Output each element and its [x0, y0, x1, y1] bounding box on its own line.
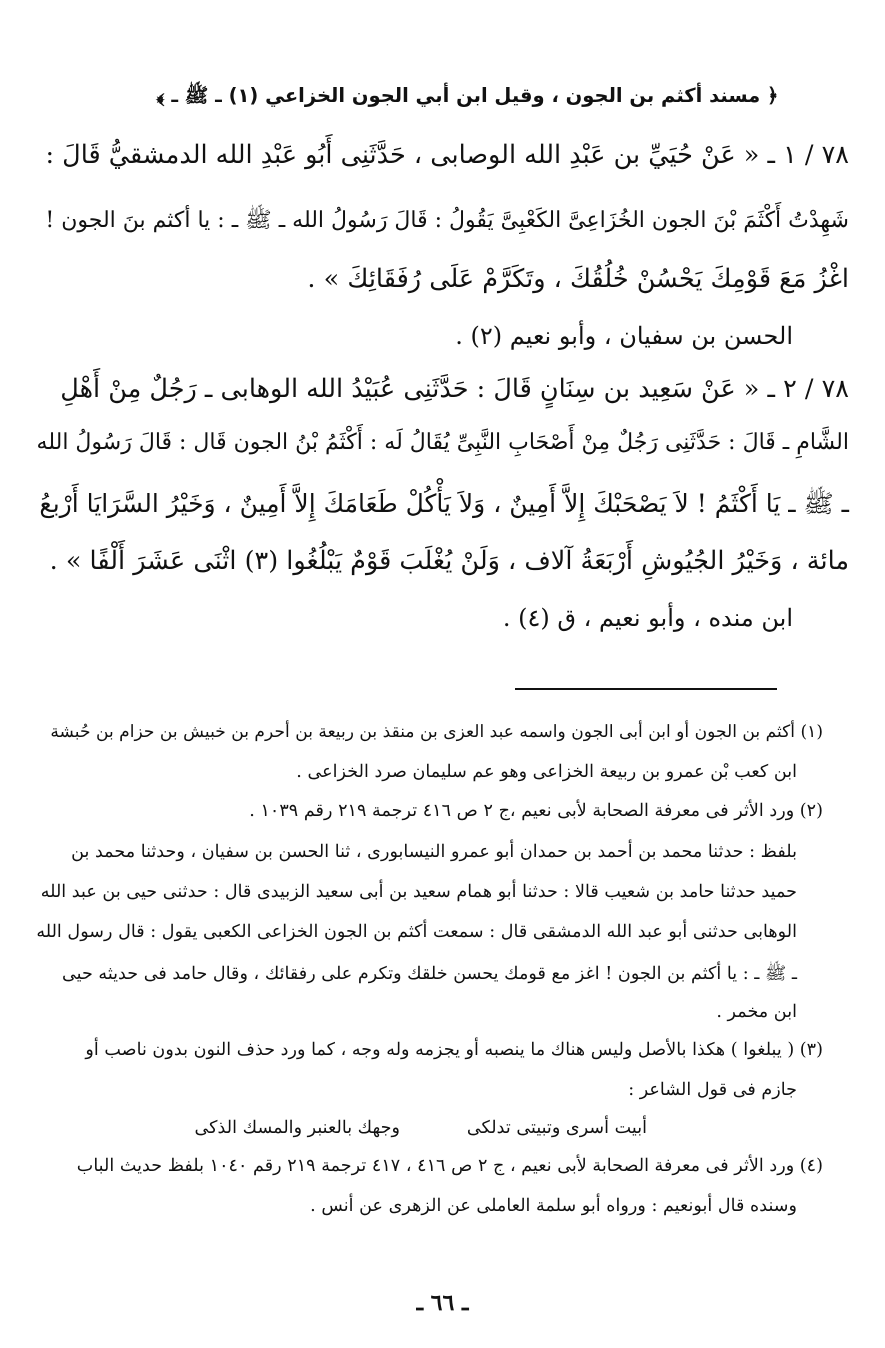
- verse-second-hemistich: وجهك بالعنبر والمسك الذكى: [194, 1118, 400, 1138]
- chapter-title: ﴿ مسند أكثم بن الجون ، وقيل ابن أبي الجون الخزاعي (١) ـ ﷺ ـ ﴾: [156, 84, 779, 107]
- footnote-1-line-2: ابن كعب بْن عمرو بن ربيعة الخزاعى وهو عم سليمان صرد الخزاعى .: [296, 762, 797, 782]
- hadith-1-line-2: شَهِدْتُ أَكْثَمَ بْنَ الجون الخُزَاعِىَّ الكَعْبِىَّ يَقُولُ : قَالَ رَسُولُ الله ـ ﷺ ـ : يا أكثم بنَ الجون !: [45, 208, 849, 233]
- footnote-2-line-6: ابن مخمر .: [716, 1002, 797, 1022]
- hadith-2-line-3: ـ ﷺ ـ يَا أَكْثَمُ ! لاَ يَصْحَبْكَ إِلاَّ أَمِينٌ ، وَلاَ يَأْكُلْ طَعَامَكَ إِلاَّ أَمِينٌ ، وَخَيْرُ السَّرَايَا أَرْبعُ: [39, 489, 849, 518]
- hadith-2-line-1: ٧٨ / ٢ ـ « عَنْ سَعِيد بن سِنَانٍ قَالَ : حَدَّثَنِى عُبَيْدُ الله الوهابى ـ رَجُلٌ مِنْ أَهْلِ: [60, 374, 849, 404]
- footnote-3-line-1: (٣) ( يبلغوا ) هكذا بالأصل وليس هناك ما ينصبه أو يجزمه وله وجه ، كما ورد حذف النون بدون ناصب أو: [85, 1040, 823, 1060]
- footnote-separator: [515, 688, 777, 690]
- footnote-3-line-2: جازم فى قول الشاعر :: [628, 1080, 797, 1100]
- hadith-2-source: ابن منده ، وأبو نعيم ، ق (٤) .: [502, 604, 793, 632]
- hadith-2-line-4: مائة ، وَخَيْرُ الجُيُوشِ أَرْبَعَةُ آلاف ، وَلَنْ يُغْلَبَ قَوْمٌ يَبْلُغُوا (٣) اثْنَى عَشَرَ أَلْفًا » .: [49, 546, 849, 576]
- footnote-2-line-3: حميد حدثنا حامد بن شعيب قالا : حدثنا أبو همام سعيد بن أبى سعيد الزبيدى قال : حدثنى حيى بن عبد الله: [40, 882, 797, 902]
- footnote-1-line-1: (١) أكثم بن الجون أو ابن أبى الجون واسمه عبد العزى بن منقذ بن ربيعة بن أحرم بن خبيش بن حزام بن حُبشة: [50, 722, 823, 742]
- hadith-1-source: الحسن بن سفيان ، وأبو نعيم (٢) .: [455, 322, 793, 350]
- footnote-4-line-2: وسنده قال أبونعيم : ورواه أبو سلمة العاملى عن الزهرى عن أنس .: [310, 1196, 797, 1216]
- page-number: ـ ٦٦ ـ: [416, 1290, 469, 1316]
- footnote-2-line-5: ـ ﷺ ـ : يا أكثم بن الجون ! اغز مع قومك يحسن خلقك وتكرم على رفقائك ، وقال حامد فى حديثه حيى: [61, 964, 797, 984]
- hadith-1-line-3: اغْزُ مَعَ قَوْمِكَ يَحْسُنْ خُلُقُكَ ، وتَكَرَّمْ عَلَى رُفَقَائِكَ » .: [307, 264, 849, 294]
- footnote-4-line-1: (٤) ورد الأثر فى معرفة الصحابة لأبى نعيم ، ج ٢ ص ٤١٦ ، ٤١٧ ترجمة ٢١٩ رقم ١٠٤٠ بلفظ حديث الباب: [76, 1156, 823, 1176]
- footnote-2-line-2: بلفظ : حدثنا محمد بن أحمد بن حمدان أبو عمرو النيسابورى ، ثنا الحسن بن سفيان ، وحدثنا محمد بن: [71, 842, 797, 862]
- verse-first-hemistich: أبيت أسرى وتبيتى تدلكى: [466, 1118, 647, 1138]
- hadith-1-line-1: ٧٨ / ١ ـ « عَنْ حُيَيِّ بن عَبْدِ الله الوصابى ، حَدَّثَنِى أَبُو عَبْدِ الله الدمشقيُّ قَالَ :: [45, 140, 849, 170]
- hadith-2-line-2: الشَّامِ ـ قَالَ : حَدَّثَنِى رَجُلٌ مِنْ أَصْحَابِ النَّبِىِّ يُقَالُ لَه : أَكْثَمُ بْنُ الجون قَال : قَالَ رَسُولُ الله: [36, 430, 849, 455]
- footnote-2-line-4: الوهابى حدثنى أبو عبد الله الدمشقى قال : سمعت أكثم بن الجون الخزاعى الكعبى يقول : قال رسول الله: [36, 922, 797, 942]
- footnote-2-line-1: (٢) ورد الأثر فى معرفة الصحابة لأبى نعيم ،ج ٢ ص ٤١٦ ترجمة ٢١٩ رقم ١٠٣٩ .: [249, 801, 823, 821]
